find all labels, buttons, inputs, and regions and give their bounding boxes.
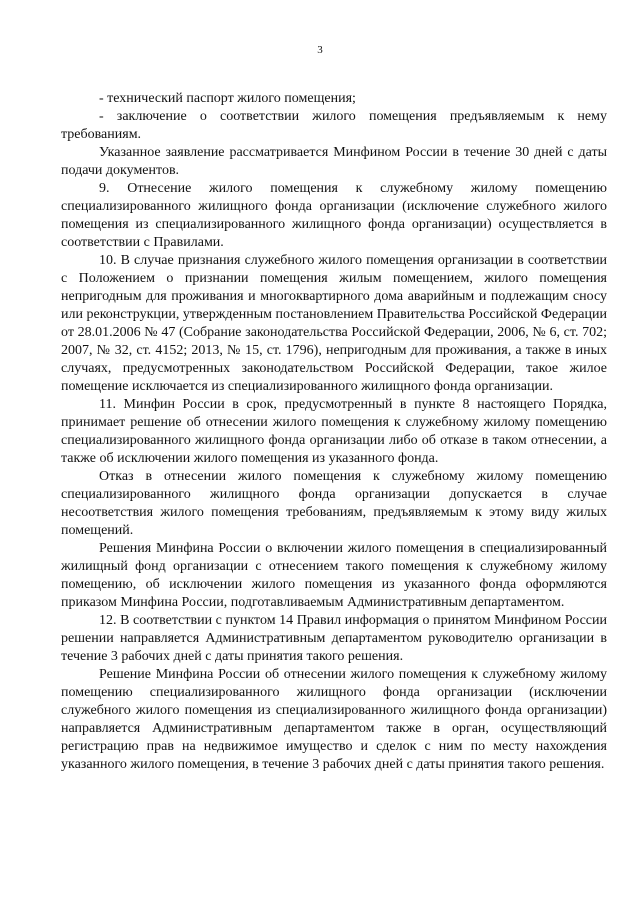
paragraph-registration-notice: Решение Минфина России об отнесении жилого помещения к служебному жилому помещению специализированного жилищного фонда организации (исключении служебного жилого помещения из специализированного жилищного фонда организации) направляется Административным департаментом также в орган, осуществляющий регистрацию прав на недвижимое имущество и сделок с ним по месту нахождения указанного жилого помещения, в течение 3 рабочих дней с даты принятия такого решения. [61,667,607,772]
paragraph-item-10: 10. В случае признания служебного жилого помещения организации в соответствии с Положением о признании помещения жилым помещением, жилого помещения непригодным для проживания и многоквартирного дома аварийным и подлежащим сносу или реконструкции, утвержденным постановлением Правительства Российской Федерации от 28.01.2006 № 47 (Собрание законодательства Российской Федерации, 2006, № 6, ст. 702; 2007, № 32, ст. 4152; 2013, № 15, ст. 1796), непригодным для проживания, а также в иных случаях, предусмотренных законодательством Российской Федерации, такое жилое помещение исключается из специализированного жилищного фонда организации. [61,253,607,394]
paragraph-item-12: 12. В соответствии с пунктом 14 Правил информация о принятом Минфином России решении направляется Административным департаментом руководителю организации в течение 3 рабочих дней с даты принятия такого решения. [61,613,607,664]
paragraph-decisions: Решения Минфина России о включении жилого помещения в специализированный жилищный фонд организации с отнесением такого помещения к служебному жилому помещению, об исключении жилого помещения из указанного фонда оформляются приказом Минфина России, подготавливаемым Административным департаментом. [61,541,607,610]
document-body [61,90,607,774]
list-item-conformity-conclusion: - заключение о соответствии жилого помещения предъявляемым к нему требованиям. [61,109,607,142]
list-item-tech-passport: - технический паспорт жилого помещения; [99,91,356,106]
paragraph-item-11: 11. Минфин России в срок, предусмотренный в пункте 8 настоящего Порядка, принимает решение об отнесении жилого помещения к служебному жилому помещению специализированного жилищного фонда организации либо об отказе в таком отнесении, а также об исключении жилого помещения из указанного фонда. [61,397,607,466]
page-number: 3 [317,44,323,56]
paragraph-review-period: Указанное заявление рассматривается Минфином России в течение 30 дней с даты подачи документов. [61,145,607,178]
paragraph-item-9: 9. Отнесение жилого помещения к служебному жилому помещению специализированного жилищного фонда организации (исключение служебного жилого помещения из специализированного жилищного фонда организации) осуществляется в соответствии с Правилами. [61,181,607,250]
paragraph-refusal: Отказ в отнесении жилого помещения к служебному жилому помещению специализированного жилищного фонда организации допускается в случае несоответствия жилого помещения требованиям, предъявляемым к этому виду жилых помещений. [61,469,607,538]
